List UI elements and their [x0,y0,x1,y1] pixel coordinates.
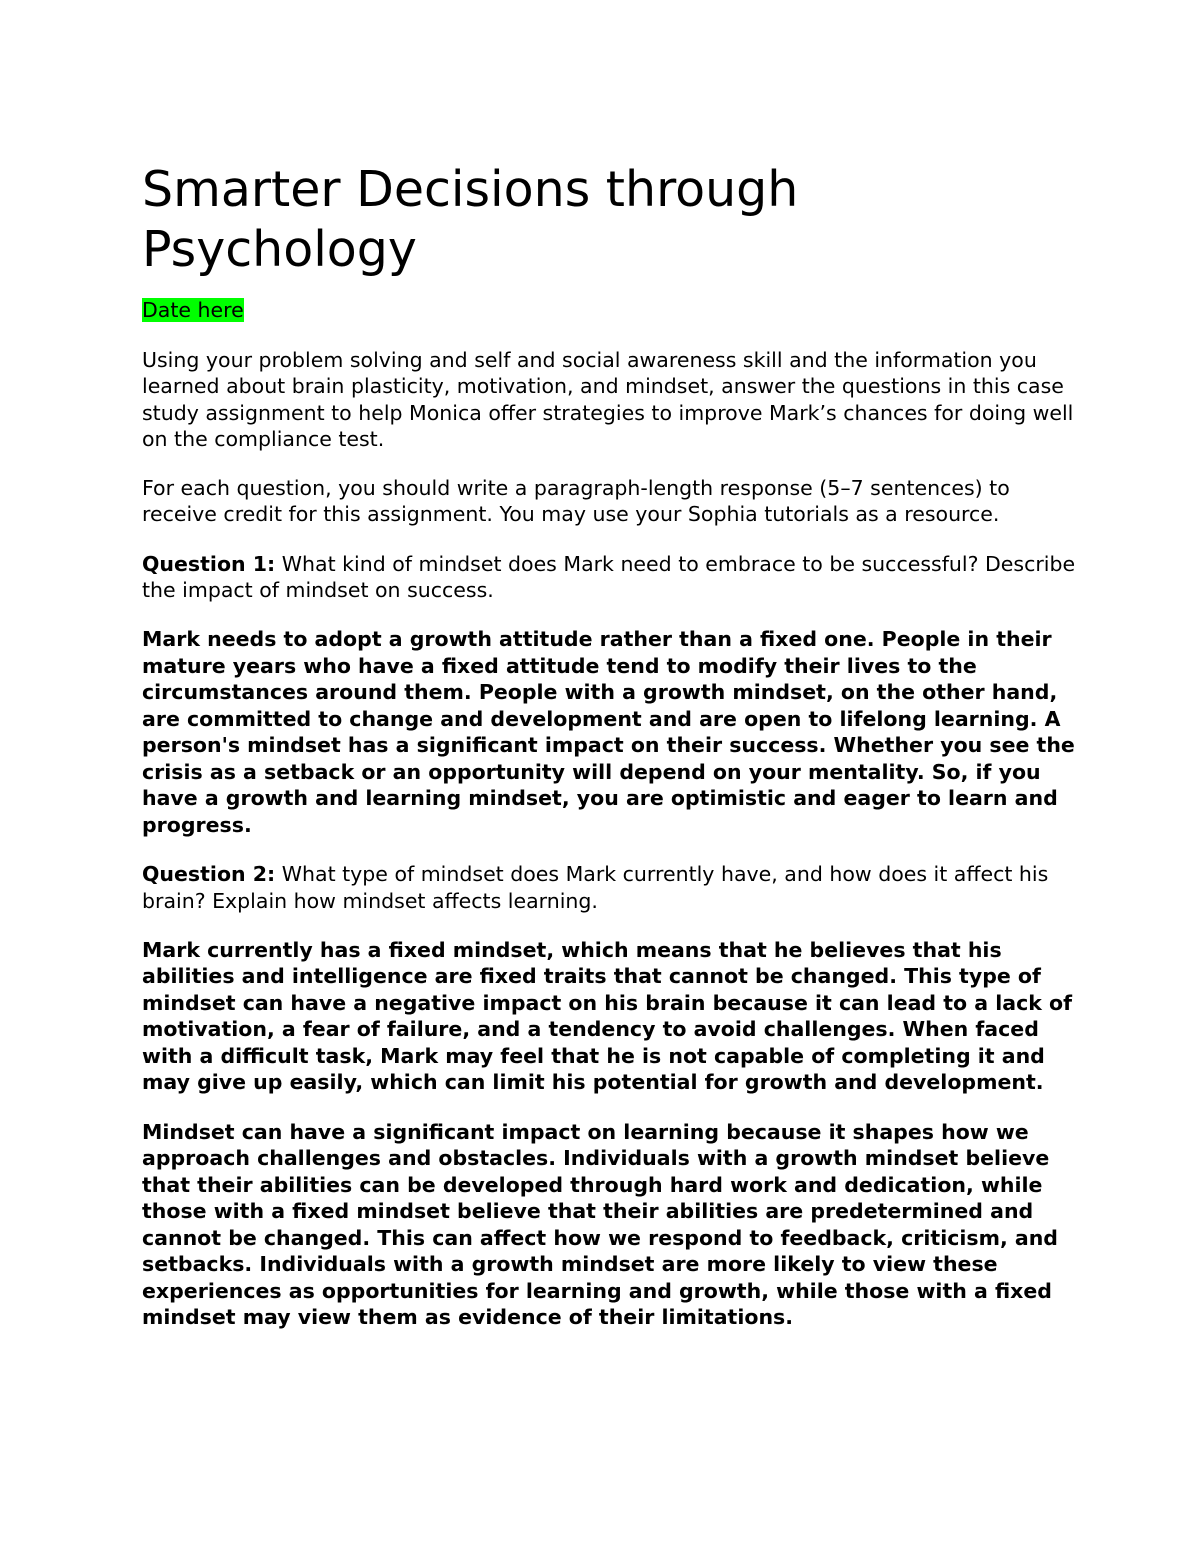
question-1-answer: Mark needs to adopt a growth attitude rather than a fixed one. People in their mature years who have a fixed attitude tend to modify their lives to the circumstances around them. People with a growth mindset, on the other hand, are committed to change and development and are open to lifelong learning. A person's mindset has a significant impact on their success. Whether you see the crisis as a setback or an opportunity will depend on your mentality. So, if you have a growth and learning mindset, you are optimistic and eager to learn and progress. [142,627,1075,837]
question-2-answer-2: Mindset can have a significant impact on learning because it shapes how we approach challenges and obstacles. Individuals with a growth mindset believe that their abilities can be developed through hard work and dedication, while those with a fixed mindset believe that their abilities are predetermined and cannot be changed. This can affect how we respond to feedback, criticism, and setbacks. Individuals with a growth mindset are more likely to view these experiences as opportunities for learning and growth, while those with a fixed mindset may view them as evidence of their limitations. [142,1119,1058,1330]
date-line [142,297,1077,323]
instructions-paragraph: For each question, you should write a paragraph-length response (5–7 sentences) to receive credit for this assignment. You may use your Sophia tutorials as a resource. [142,476,1010,527]
date-placeholder-highlight: Date here [142,298,244,322]
question-1 [142,551,1077,604]
question-2-label: Question 2: [142,862,276,887]
question-2-answer-1: Mark currently has a fixed mindset, which means that he believes that his abilities and intelligence are fixed traits that cannot be changed. This type of mindset can have a negative impact on his brain because it can lead to a lack of motivation, a fear of failure, and a tendency to avoid challenges. When faced with a difficult task, Mark may feel that he is not capable of completing it and may give up easily, which can limit his potential for growth and development. [142,937,1073,1095]
question-1-text: What kind of mindset does Mark need to embrace to be successful? Describe the impact of mindset on success. [142,551,1076,603]
question-1-label: Question 1: [142,551,276,576]
question-2-text: What type of mindset does Mark currently have, and how does it affect his brain? Explain how mindset affects learning. [142,862,1049,913]
question-2 [142,861,1077,914]
document-title: Smarter Decisions through Psychology [142,161,799,278]
document-page [142,160,1077,1354]
intro-paragraph: Using your problem solving and self and social awareness skill and the information you learned about brain plasticity, motivation, and mindset, answer the questions in this case study assignment to help Monica offer strategies to improve Mark’s chances for doing well on the compliance test. [142,348,1074,451]
